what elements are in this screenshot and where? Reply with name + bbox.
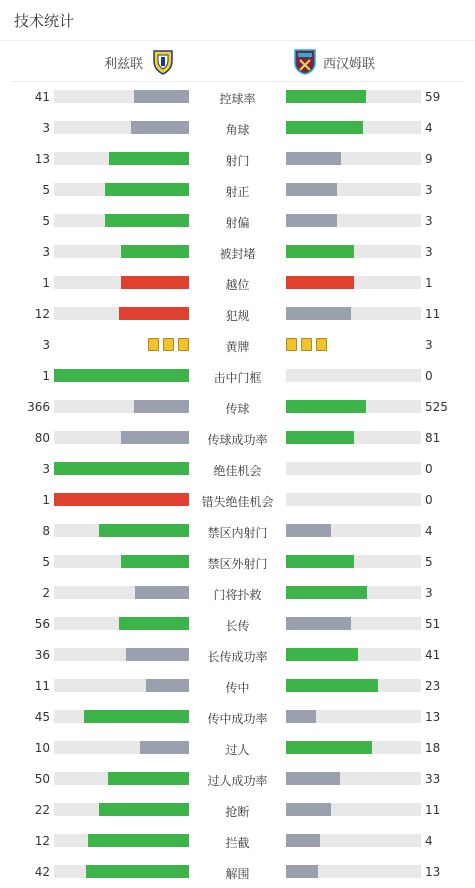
home-stat-bar-fill xyxy=(140,741,189,754)
away-stat-value: 41 xyxy=(425,648,441,662)
away-stat-value: 525 xyxy=(425,400,448,414)
stat-row xyxy=(0,738,475,758)
home-stat-bar-fill xyxy=(146,679,189,692)
home-stat-bar xyxy=(54,152,189,165)
stat-row xyxy=(0,831,475,851)
stat-label: 控球率 xyxy=(219,92,256,106)
stat-row xyxy=(0,366,475,386)
home-stat-value: 50 xyxy=(34,772,50,786)
home-stat-bar xyxy=(54,865,189,878)
stat-label: 射门 xyxy=(225,154,250,168)
away-stat-value: 3 xyxy=(425,214,433,228)
stat-label: 传中成功率 xyxy=(207,712,268,726)
stat-label: 禁区内射门 xyxy=(207,526,268,540)
page-header xyxy=(0,0,475,41)
home-stat-value: 2 xyxy=(42,586,50,600)
home-stat-bar xyxy=(54,276,189,289)
home-stat-value: 3 xyxy=(42,462,50,476)
home-team[interactable] xyxy=(104,49,175,75)
away-stat-bar-fill xyxy=(286,710,316,723)
yellow-card-icon xyxy=(178,338,189,351)
away-stat-value: 0 xyxy=(425,462,433,476)
home-stat-value: 12 xyxy=(34,834,50,848)
stat-label: 解围 xyxy=(225,867,250,881)
away-stat-bar-fill xyxy=(286,524,331,537)
home-stat-bar-fill xyxy=(121,245,189,258)
home-stat-bar-fill xyxy=(134,90,189,103)
away-stat-bar xyxy=(286,462,421,475)
stat-row xyxy=(0,552,475,572)
away-stat-bar-fill xyxy=(286,803,331,816)
away-stat-bar xyxy=(286,617,421,630)
away-stat-bar xyxy=(286,400,421,413)
away-stat-value: 13 xyxy=(425,710,441,724)
home-yellow-cards xyxy=(148,338,189,351)
home-stat-bar-fill xyxy=(131,121,189,134)
home-stat-bar xyxy=(54,369,189,382)
away-stat-bar-fill xyxy=(286,245,354,258)
away-stat-bar xyxy=(286,121,421,134)
away-stat-bar xyxy=(286,679,421,692)
home-stat-bar xyxy=(54,307,189,320)
stat-label: 黄牌 xyxy=(225,340,250,354)
home-stat-bar-fill xyxy=(119,307,189,320)
stat-label: 禁区外射门 xyxy=(207,557,268,571)
away-stat-value: 23 xyxy=(425,679,441,693)
home-stat-bar-fill xyxy=(86,865,189,878)
home-stat-value: 36 xyxy=(34,648,50,662)
stat-row xyxy=(0,614,475,634)
home-stat-value: 3 xyxy=(42,338,50,352)
home-stat-value: 5 xyxy=(42,214,50,228)
stat-label: 过人 xyxy=(225,743,250,757)
stat-label: 传中 xyxy=(225,681,250,695)
away-stat-bar xyxy=(286,772,421,785)
home-stat-value: 3 xyxy=(42,245,50,259)
stat-row xyxy=(0,149,475,169)
away-stat-bar xyxy=(286,555,421,568)
stat-label: 绝佳机会 xyxy=(213,464,262,478)
home-stat-bar xyxy=(54,462,189,475)
away-stat-bar xyxy=(286,741,421,754)
home-stat-bar xyxy=(54,617,189,630)
stat-row xyxy=(0,769,475,789)
away-stat-value: 11 xyxy=(425,307,441,321)
stat-row xyxy=(0,242,475,262)
home-stat-value: 80 xyxy=(34,431,50,445)
away-stat-value: 5 xyxy=(425,555,433,569)
away-stat-bar-fill xyxy=(286,183,337,196)
stat-label: 射正 xyxy=(225,185,250,199)
stat-row xyxy=(0,87,475,107)
stat-label: 抢断 xyxy=(225,805,250,819)
stat-label: 越位 xyxy=(225,278,250,292)
stat-label: 角球 xyxy=(225,123,250,137)
stat-row xyxy=(0,800,475,820)
home-stat-value: 5 xyxy=(42,183,50,197)
stat-row xyxy=(0,335,475,355)
stat-row xyxy=(0,707,475,727)
away-stat-bar xyxy=(286,214,421,227)
stat-row xyxy=(0,490,475,510)
stat-row xyxy=(0,118,475,138)
away-stat-value: 51 xyxy=(425,617,441,631)
stat-row xyxy=(0,459,475,479)
home-stat-value: 1 xyxy=(42,276,50,290)
away-stat-value: 59 xyxy=(425,90,441,104)
home-stat-value: 1 xyxy=(42,493,50,507)
stat-label: 被封堵 xyxy=(219,247,256,261)
away-stat-bar-fill xyxy=(286,152,341,165)
home-stat-value: 366 xyxy=(27,400,50,414)
home-stat-bar-fill xyxy=(121,276,189,289)
home-stat-bar-fill xyxy=(54,462,189,475)
home-team-name: 利兹联 xyxy=(103,56,143,72)
stat-label: 传球 xyxy=(225,402,250,416)
away-stat-value: 0 xyxy=(425,493,433,507)
home-stat-bar-fill xyxy=(99,524,189,537)
away-stat-value: 18 xyxy=(425,741,441,755)
away-stat-bar-fill xyxy=(286,307,351,320)
away-stat-bar xyxy=(286,369,421,382)
home-stat-bar-fill xyxy=(99,803,189,816)
home-stat-bar-fill xyxy=(134,400,189,413)
home-stat-bar xyxy=(54,679,189,692)
home-stat-bar-fill xyxy=(84,710,189,723)
home-stat-bar-fill xyxy=(121,555,189,568)
stat-row xyxy=(0,862,475,882)
stat-row xyxy=(0,273,475,293)
stat-row xyxy=(0,397,475,417)
away-stat-value: 13 xyxy=(425,865,441,879)
away-stat-bar-fill xyxy=(286,865,318,878)
stat-row xyxy=(0,180,475,200)
away-stat-bar xyxy=(286,865,421,878)
away-stat-value: 81 xyxy=(425,431,441,445)
stat-row xyxy=(0,211,475,231)
away-stat-bar xyxy=(286,183,421,196)
stat-label: 射偏 xyxy=(225,216,250,230)
home-stat-bar xyxy=(54,586,189,599)
away-stat-bar-fill xyxy=(286,679,378,692)
home-stat-bar-fill xyxy=(88,834,189,847)
away-stat-bar xyxy=(286,648,421,661)
away-stat-value: 0 xyxy=(425,369,433,383)
away-team-logo xyxy=(293,49,317,75)
home-stat-bar xyxy=(54,772,189,785)
away-stat-bar-fill xyxy=(286,214,337,227)
home-stat-bar-fill xyxy=(54,493,189,506)
away-stat-value: 1 xyxy=(425,276,433,290)
home-stat-bar-fill xyxy=(135,586,189,599)
home-stat-bar xyxy=(54,493,189,506)
away-stat-bar xyxy=(286,586,421,599)
page-title: 技术统计 xyxy=(14,11,75,30)
home-stat-value: 41 xyxy=(34,90,50,104)
home-stat-value: 5 xyxy=(42,555,50,569)
home-stat-value: 22 xyxy=(34,803,50,817)
home-stat-bar xyxy=(54,524,189,537)
away-stat-bar xyxy=(286,152,421,165)
away-stat-bar-fill xyxy=(286,90,366,103)
away-stat-bar xyxy=(286,493,421,506)
stat-label: 过人成功率 xyxy=(207,774,268,788)
stat-label: 门将扑救 xyxy=(213,588,262,602)
stat-label: 错失绝佳机会 xyxy=(201,495,274,509)
home-stat-value: 42 xyxy=(34,865,50,879)
stat-row xyxy=(0,645,475,665)
home-stat-bar xyxy=(54,214,189,227)
home-stat-value: 1 xyxy=(42,369,50,383)
away-stat-bar-fill xyxy=(286,400,366,413)
away-stat-bar-fill xyxy=(286,586,367,599)
home-stat-bar-fill xyxy=(126,648,189,661)
home-stat-value: 56 xyxy=(34,617,50,631)
away-stat-bar xyxy=(286,524,421,537)
home-team-logo xyxy=(151,49,175,75)
home-stat-bar-fill xyxy=(105,183,189,196)
away-stat-bar-fill xyxy=(286,555,354,568)
home-stat-bar-fill xyxy=(119,617,189,630)
home-stat-bar-fill xyxy=(105,214,189,227)
stat-label: 拦截 xyxy=(225,836,250,850)
away-stat-bar-fill xyxy=(286,617,351,630)
away-stat-bar xyxy=(286,834,421,847)
home-stat-value: 10 xyxy=(34,741,50,755)
away-stat-value: 4 xyxy=(425,121,433,135)
away-stat-bar xyxy=(286,307,421,320)
stat-label: 犯规 xyxy=(225,309,250,323)
away-stat-bar-fill xyxy=(286,741,372,754)
away-stat-bar-fill xyxy=(286,431,354,444)
home-stat-bar xyxy=(54,741,189,754)
away-stat-bar-fill xyxy=(286,834,320,847)
away-stat-value: 3 xyxy=(425,586,433,600)
home-stat-bar xyxy=(54,803,189,816)
home-stat-value: 3 xyxy=(42,121,50,135)
away-stat-bar xyxy=(286,803,421,816)
away-stat-bar xyxy=(286,276,421,289)
home-stat-bar xyxy=(54,183,189,196)
away-stat-bar-fill xyxy=(286,648,358,661)
home-stat-bar xyxy=(54,90,189,103)
home-stat-bar xyxy=(54,555,189,568)
stat-row xyxy=(0,521,475,541)
stat-row xyxy=(0,583,475,603)
away-stat-value: 3 xyxy=(425,183,433,197)
home-stat-value: 45 xyxy=(34,710,50,724)
away-team[interactable] xyxy=(293,49,375,75)
away-stat-value: 4 xyxy=(425,834,433,848)
away-stat-bar-fill xyxy=(286,772,340,785)
home-stat-bar xyxy=(54,431,189,444)
away-stat-value: 3 xyxy=(425,245,433,259)
away-stat-bar xyxy=(286,90,421,103)
stat-row xyxy=(0,304,475,324)
stat-label: 传球成功率 xyxy=(207,433,268,447)
yellow-card-icon xyxy=(316,338,327,351)
yellow-card-icon xyxy=(286,338,297,351)
home-stat-bar xyxy=(54,648,189,661)
home-stat-bar xyxy=(54,400,189,413)
away-stat-value: 33 xyxy=(425,772,441,786)
home-stat-value: 11 xyxy=(34,679,50,693)
home-stat-value: 12 xyxy=(34,307,50,321)
away-stat-bar-fill xyxy=(286,121,363,134)
teams-header xyxy=(10,41,465,82)
away-stat-bar xyxy=(286,710,421,723)
home-stat-bar-fill xyxy=(54,369,189,382)
away-team-name: 西汉姆联 xyxy=(323,56,376,72)
stat-label: 击中门框 xyxy=(213,371,262,385)
away-stat-value: 3 xyxy=(425,338,433,352)
stat-row xyxy=(0,428,475,448)
away-stat-bar xyxy=(286,245,421,258)
yellow-card-icon xyxy=(148,338,159,351)
home-stat-bar xyxy=(54,245,189,258)
home-stat-bar xyxy=(54,710,189,723)
away-stat-value: 9 xyxy=(425,152,433,166)
home-stat-bar xyxy=(54,834,189,847)
away-stat-value: 11 xyxy=(425,803,441,817)
home-stat-bar-fill xyxy=(121,431,189,444)
home-stat-value: 13 xyxy=(34,152,50,166)
stat-label: 长传 xyxy=(225,619,250,633)
home-stat-bar-fill xyxy=(109,152,189,165)
home-stat-value: 8 xyxy=(42,524,50,538)
away-stat-bar xyxy=(286,431,421,444)
home-stat-bar xyxy=(54,121,189,134)
away-stat-value: 4 xyxy=(425,524,433,538)
yellow-card-icon xyxy=(163,338,174,351)
away-yellow-cards xyxy=(286,338,327,351)
yellow-card-icon xyxy=(301,338,312,351)
home-stat-bar-fill xyxy=(108,772,189,785)
away-stat-bar-fill xyxy=(286,276,354,289)
stat-row xyxy=(0,676,475,696)
stat-label: 长传成功率 xyxy=(207,650,268,664)
